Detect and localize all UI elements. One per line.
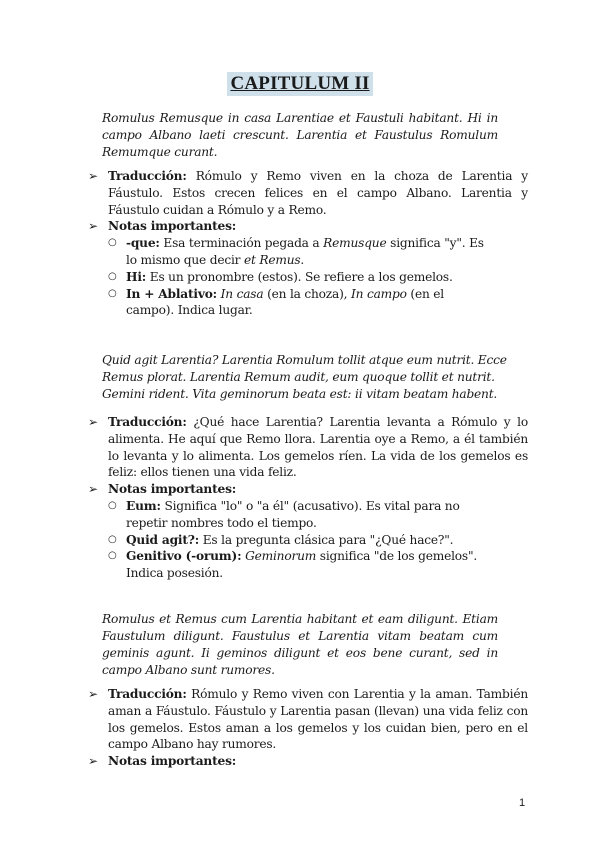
circle-bullet-icon: ○ [108,533,117,545]
note-text: (en el campo). Indica lugar. [126,286,445,318]
note-italic: Remusque [323,236,387,251]
note-item: ○ Genitivo (-orum): Geminorum significa "de los gemelos". Indica posesión. [108,549,478,581]
arrow-bullet-icon: ➢ [88,754,98,769]
latin-paragraph-1: Romulus Remusque in casa Larentiae et Faustuli habitant. Hi in campo Albano laeti crescunt. Larentia et Faustulus Romulum Remumque curant. [102,111,498,159]
translation-item-3: ➢ Traducción: Rómulo y Remo viven con Larentia y la aman. También aman a Fáustulo. Fáustulo y Larentia pasan (llevan) una vida feliz con los gemelos. Estos aman a los gemelos y los cuidan bien, pero en el campo Albano hay rumores. [88,687,528,752]
arrow-bullet-icon: ➢ [88,482,98,497]
latin-line: Remus plorat. Larentia Remum audit, eum quoque tollit et nutrit. [102,370,495,384]
arrow-bullet-icon: ➢ [88,415,98,429]
note-term: Quid agit? [126,532,195,547]
translation-label: Traducción [108,169,183,183]
note-term: In + Ablativo [126,286,213,301]
note-item: ○ Quid agit?: Es la pregunta clásica para "¿Qué hace?". [108,532,454,547]
note-item: ○ Hi: Es un pronombre (estos). Se refiere a los gemelos. [108,269,453,284]
latin-line: Gemini rident. Vita geminorum beata est: ii vitam beatam habent. [102,387,498,401]
notes-heading-3 [88,753,528,770]
translation-item-2: ➢ Traducción: ¿Qué hace Larentia? Larentia levanta a Rómulo y lo alimenta. He aquí que Remo llora. Larentia oye a Remo, a él también lo levanta y lo alimenta. Los gemelos ríen. La vida de los gemelos es feliz: ellos tienen una vida feliz. [88,415,528,480]
section-2-commentary [88,414,528,582]
note-term: Eum [126,498,157,513]
circle-bullet-icon: ○ [108,499,117,511]
note-item: ○ Eum: Significa "lo" o "a él" (acusativo). Es vital para no repetir nombres todo el tiempo. [108,498,460,530]
arrow-bullet-icon: ➢ [88,169,98,183]
title-container [0,72,600,96]
circle-bullet-icon: ○ [108,270,117,282]
note-italic: Geminorum [245,549,317,564]
note-item: ○ In + Ablativo: In casa (en la choza), In campo (en el campo). Indica lugar. [108,286,445,318]
note-item: ○ -que: Esa terminación pegada a Remusque significa "y". Es lo mismo que decir et Remus. [108,236,484,267]
latin-paragraph-3: Romulus et Remus cum Larentia habitant et eam diligunt. Etiam Faustulum diligunt. Faustulus et Larentia vitam beatam cum geminis agunt. Ii geminos diligunt et eos bene curant, sed in campo Albano sunt rumores. [102,612,498,677]
arrow-bullet-icon: ➢ [88,687,98,701]
notes-heading-1 [88,218,528,235]
circle-bullet-icon: ○ [108,237,117,249]
translation-text: Rómulo y Remo viven en la choza de Larentia y Fáustulo. Estos crecen felices en el campo Albano. Larentia y Fáustulo cuidan a Rómulo y a Remo. [108,169,528,217]
notes-heading-2 [88,481,528,498]
note-text: Esa terminación pegada a [163,236,324,251]
note-text: significa "y". Es lo mismo que decir [126,236,484,267]
note-italic: In casa [220,286,264,301]
notes-label: Notas importantes: [108,754,237,769]
note-text: Significa "lo" o "a él" (acusativo). Es vital para no repetir nombres todo el tiempo. [126,498,460,530]
latin-line: Quid agit Larentia? Larentia Romulum tollit atque eum nutrit. Ecce [102,353,507,367]
page-number: 1 [519,797,526,809]
note-term: -que [126,236,156,251]
note-text: Es la pregunta clásica para "¿Qué hace?". [202,532,454,547]
note-text: Es un pronombre (estos). Se refiere a los gemelos. [149,269,453,284]
note-text: . [300,252,305,267]
latin-paragraph-2 [102,352,522,403]
circle-bullet-icon: ○ [108,287,117,299]
section-1-commentary [88,168,528,319]
arrow-bullet-icon: ➢ [88,219,98,234]
translation-item-1: ➢ Traducción: Rómulo y Remo viven en la choza de Larentia y Fáustulo. Estos crecen felices en el campo Albano. Larentia y Fáustulo cuidan a Rómulo y a Remo. [88,169,528,217]
section-3-commentary [88,686,528,770]
note-term: Genitivo (-orum) [126,549,238,564]
translation-text: ¿Qué hace Larentia? Larentia levanta a Rómulo y lo alimenta. He aquí que Remo llora. Larentia oye a Remo, a él también lo levanta y lo alimenta. Los gemelos ríen. La vida de los gemelos es feliz: ellos tienen una vida feliz. [108,415,528,480]
note-text: significa "de los gemelos". Indica posesión. [126,549,478,581]
note-italic: et Remus [243,252,301,267]
translation-label: Traducción [108,415,183,429]
note-italic: In campo [351,286,407,301]
notes-label: Notas importantes: [108,482,237,497]
page-title: CAPITULUM II [227,72,372,96]
note-text: (en la choza), [263,286,351,301]
notes-label: Notas importantes: [108,219,237,234]
note-term: Hi [126,269,142,284]
circle-bullet-icon: ○ [108,550,117,562]
translation-text: Rómulo y Remo viven con Larentia y la aman. También aman a Fáustulo. Fáustulo y Larentia pasan (llevan) una vida feliz con los gemelos. Estos aman a los gemelos y los cuidan bien, pero en el campo Albano hay rumores. [108,687,528,752]
translation-label: Traducción [108,687,183,701]
